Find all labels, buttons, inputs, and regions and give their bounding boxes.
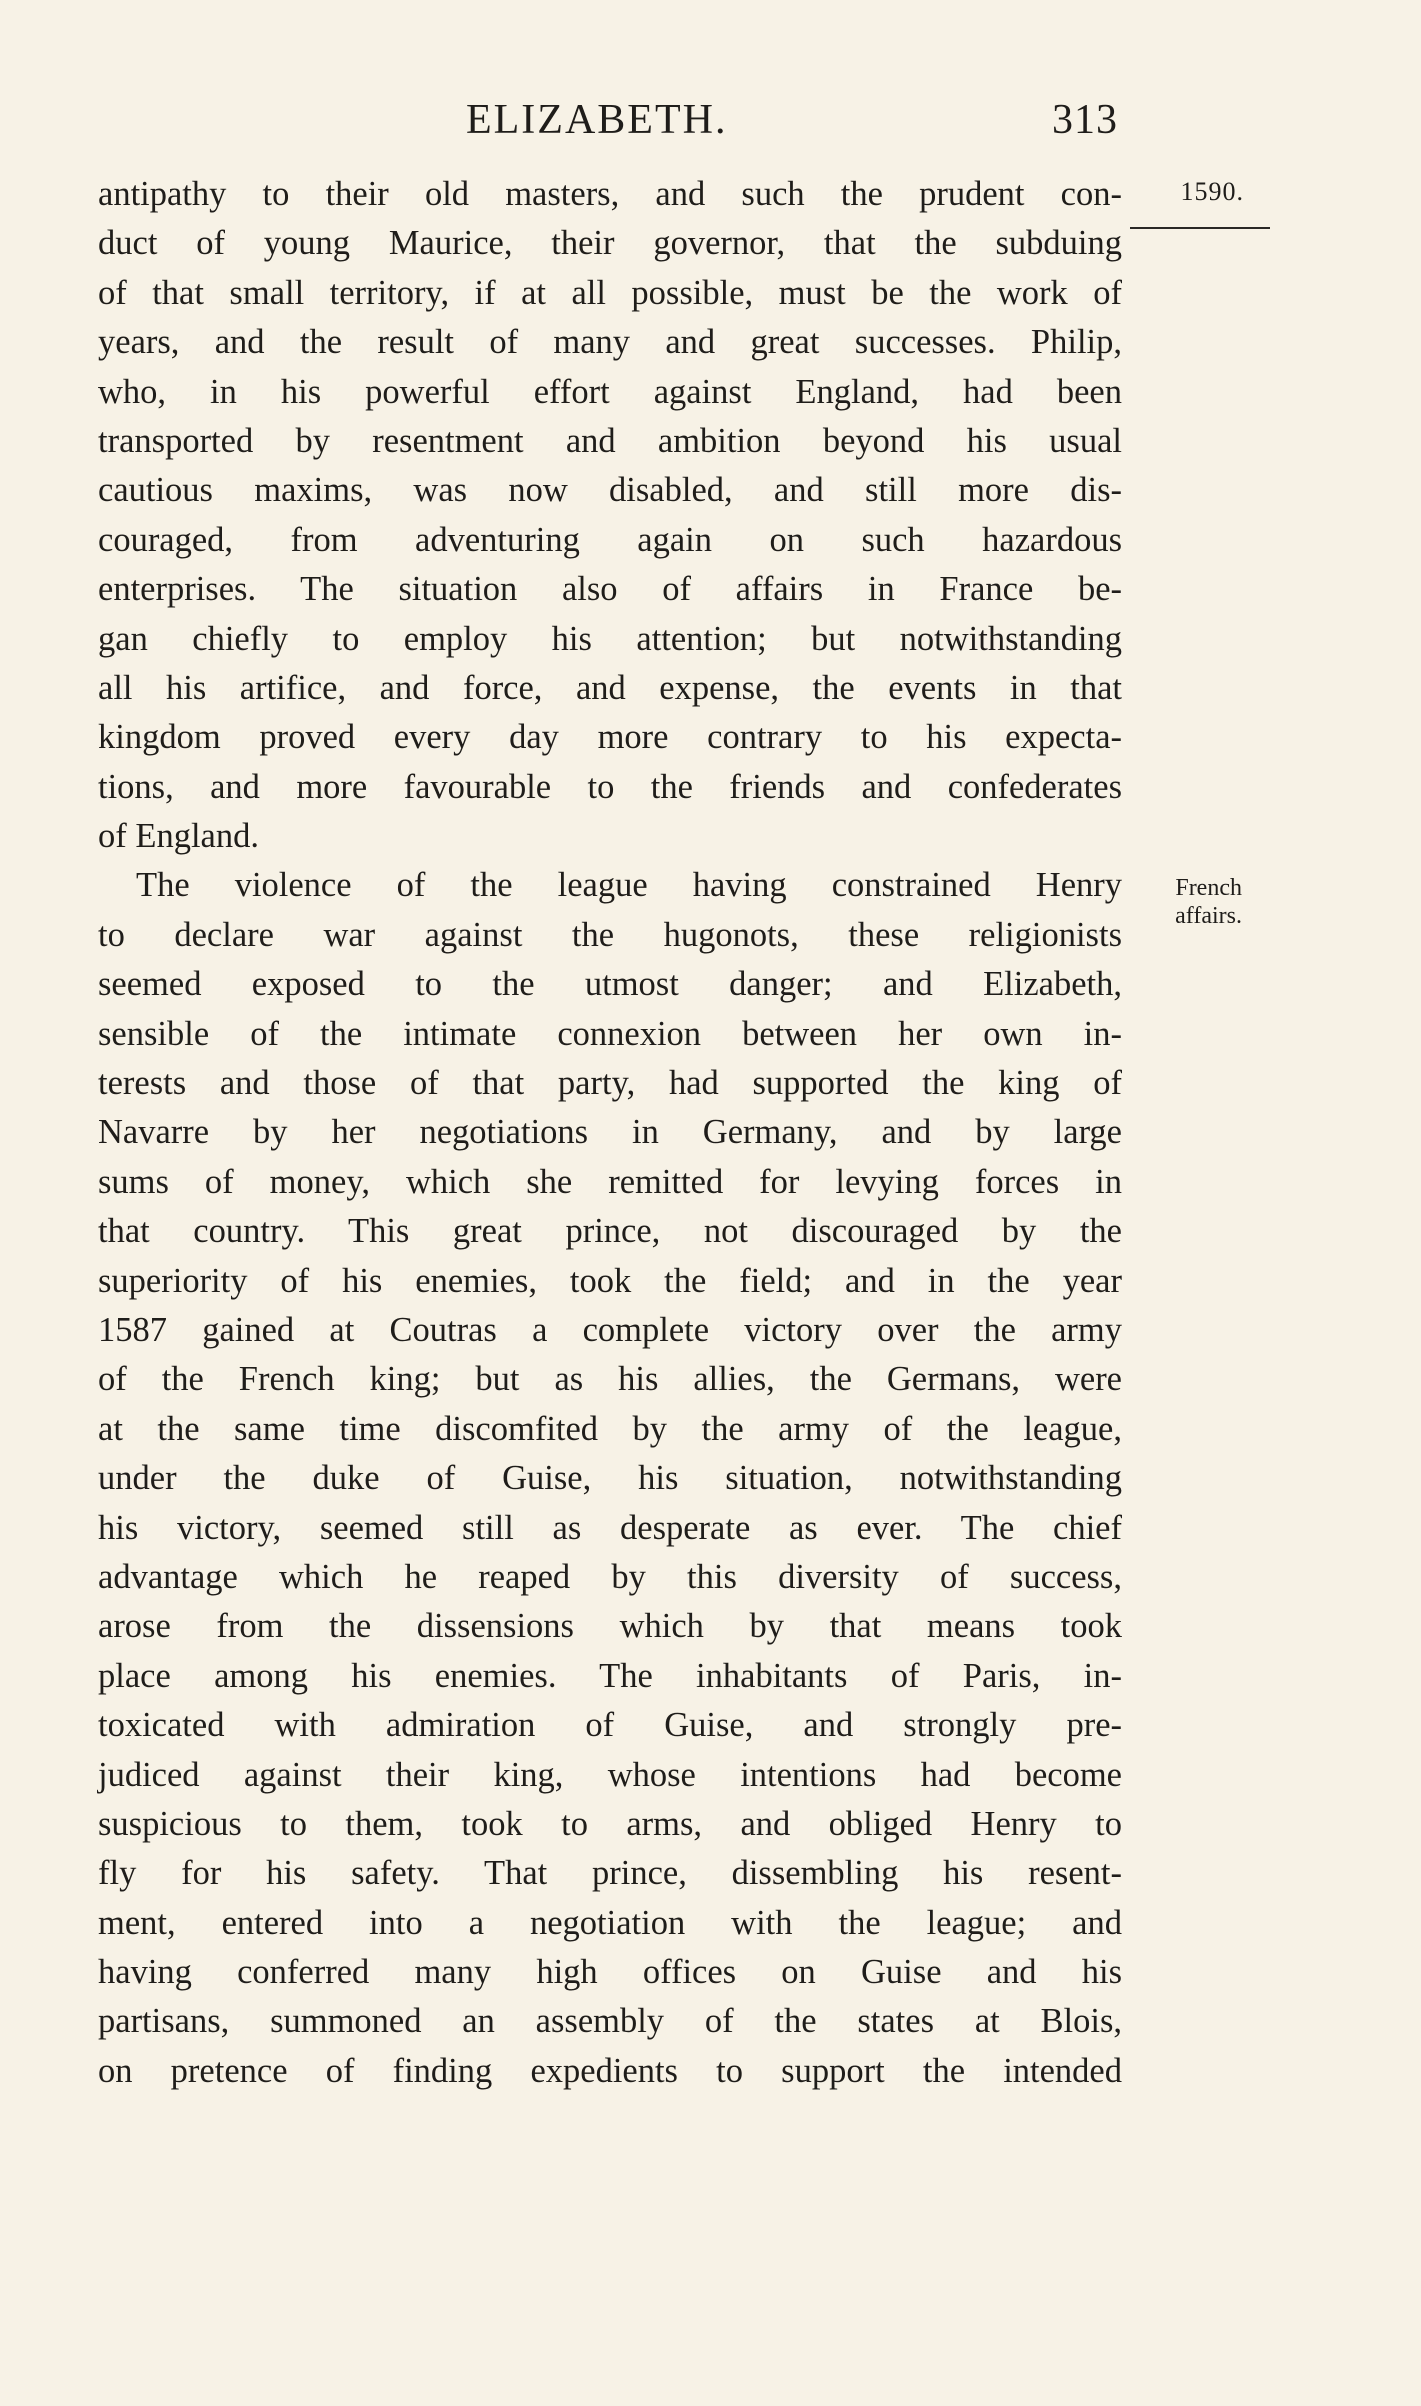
text-line: enterprises. The situation also of affairs in France be- bbox=[98, 570, 1122, 609]
text-line: at the same time discomfited by the army of the league, bbox=[98, 1409, 1122, 1448]
running-title: ELIZABETH. bbox=[466, 97, 728, 143]
paragraph-end-line: of England. bbox=[98, 817, 259, 856]
text-line: suspicious to them, took to arms, and obliged Henry to bbox=[98, 1804, 1122, 1843]
text-line: his victory, seemed still as desperate as ever. The chief bbox=[98, 1508, 1122, 1547]
margin-topic-line: affairs. bbox=[1175, 903, 1242, 929]
text-line: kingdom proved every day more contrary to his expecta- bbox=[98, 718, 1122, 757]
text-line: on pretence of finding expedients to support the intended bbox=[98, 2051, 1122, 2090]
margin-topic-note bbox=[1128, 874, 1242, 930]
text-line: all his artifice, and force, and expense, the events in that bbox=[98, 668, 1122, 707]
margin-year-note: 1590. bbox=[1180, 177, 1244, 206]
text-line: of the French king; but as his allies, the Germans, were bbox=[98, 1360, 1122, 1399]
text-line: toxicated with admiration of Guise, and strongly pre- bbox=[98, 1706, 1122, 1745]
text-line: fly for his safety. That prince, dissembling his resent- bbox=[98, 1854, 1122, 1893]
text-line: tions, and more favourable to the friends and confederates bbox=[98, 767, 1122, 806]
running-head bbox=[98, 96, 1122, 156]
text-line: of that small territory, if at all possible, must be the work of bbox=[98, 273, 1122, 312]
paragraph-start-line: The violence of the league having constrained Henry bbox=[136, 866, 1122, 905]
text-line: ment, entered into a negotiation with the league; and bbox=[98, 1903, 1122, 1942]
text-line: place among his enemies. The inhabitants of Paris, in- bbox=[98, 1656, 1122, 1695]
margin-year-rule bbox=[1130, 227, 1270, 229]
text-line: that country. This great prince, not discouraged by the bbox=[98, 1212, 1122, 1251]
text-line: duct of young Maurice, their governor, that the subduing bbox=[98, 224, 1122, 263]
text-line: having conferred many high offices on Guise and his bbox=[98, 1953, 1122, 1992]
body-text bbox=[98, 170, 1122, 2096]
margin-topic-line: French bbox=[1175, 875, 1242, 901]
text-line: 1587 gained at Coutras a complete victory over the army bbox=[98, 1310, 1122, 1349]
text-line: who, in his powerful effort against England, had been bbox=[98, 372, 1122, 411]
text-line: couraged, from adventuring again on such hazardous bbox=[98, 520, 1122, 559]
text-line: superiority of his enemies, took the field; and in the year bbox=[98, 1261, 1122, 1300]
text-line: to declare war against the hugonots, these religionists bbox=[98, 915, 1122, 954]
text-line: advantage which he reaped by this diversity of success, bbox=[98, 1557, 1122, 1596]
text-line: sensible of the intimate connexion between her own in- bbox=[98, 1014, 1122, 1053]
text-line: terests and those of that party, had supported the king of bbox=[98, 1064, 1122, 1103]
text-line: cautious maxims, was now disabled, and still more dis- bbox=[98, 471, 1122, 510]
text-line: sums of money, which she remitted for levying forces in bbox=[98, 1162, 1122, 1201]
text-line: partisans, summoned an assembly of the states at Blois, bbox=[98, 2002, 1122, 2041]
text-line: seemed exposed to the utmost danger; and Elizabeth, bbox=[98, 965, 1122, 1004]
text-line: antipathy to their old masters, and such the prudent con- bbox=[98, 175, 1122, 213]
text-line: Navarre by her negotiations in Germany, and by large bbox=[98, 1113, 1122, 1152]
text-line: under the duke of Guise, his situation, notwithstanding bbox=[98, 1459, 1122, 1498]
text-line: transported by resentment and ambition beyond his usual bbox=[98, 421, 1122, 460]
page-number: 313 bbox=[1052, 97, 1118, 143]
text-line: gan chiefly to employ his attention; but notwithstanding bbox=[98, 619, 1122, 658]
text-line: arose from the dissensions which by that means took bbox=[98, 1607, 1122, 1646]
text-line: judiced against their king, whose intentions had become bbox=[98, 1755, 1122, 1794]
text-line: years, and the result of many and great successes. Philip, bbox=[98, 323, 1122, 362]
